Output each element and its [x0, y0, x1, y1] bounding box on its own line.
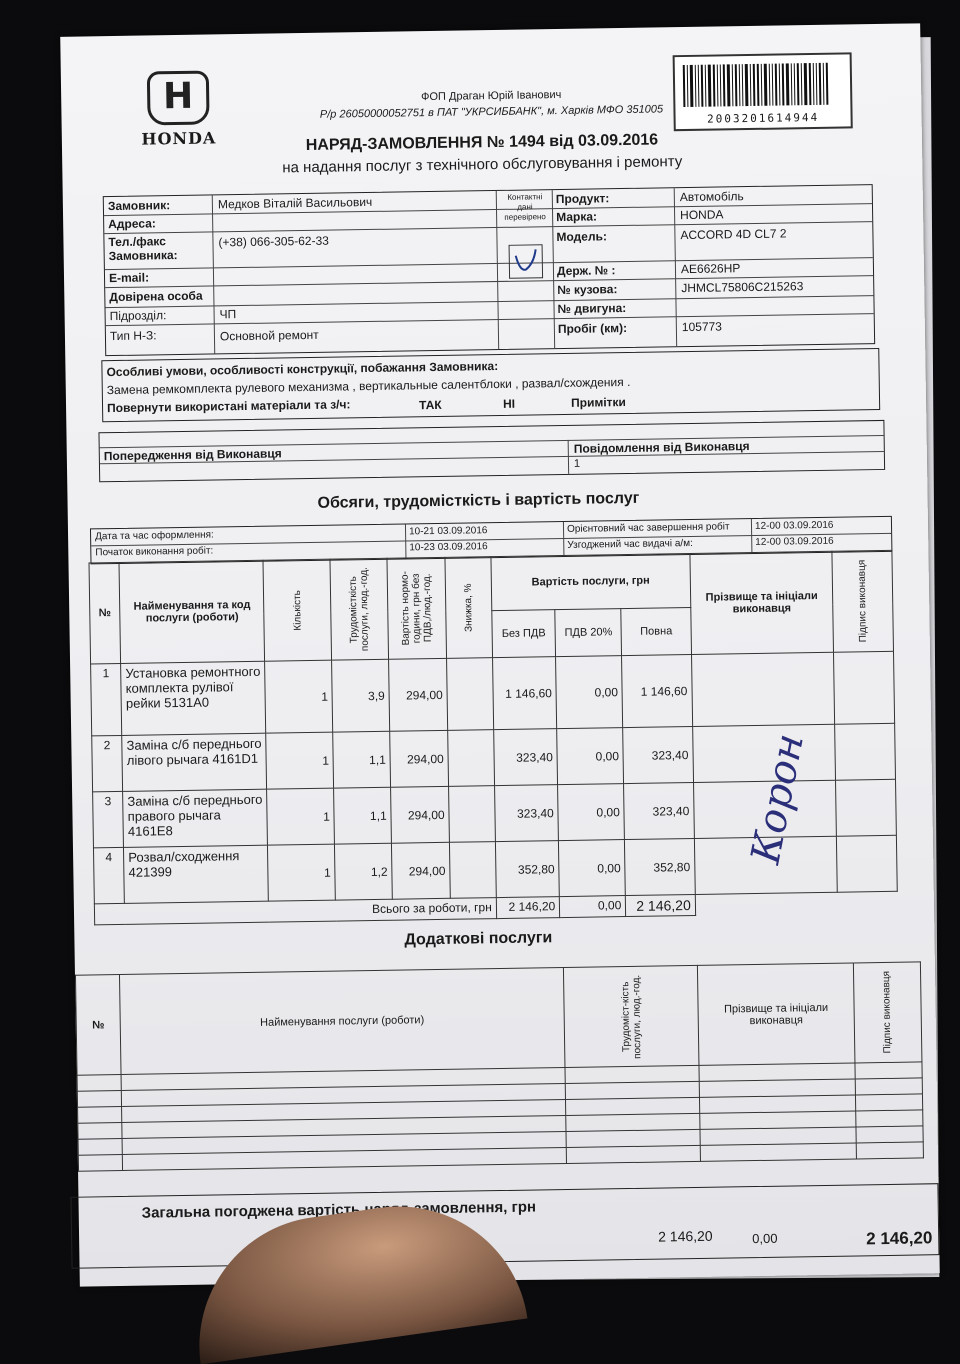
plate-label: Держ. № :	[556, 263, 616, 279]
make-label: Марка:	[556, 209, 598, 225]
cell-name: Розвал/сходження 421399	[124, 845, 269, 903]
add-col-executor: Прізвище та ініціали виконавця	[698, 963, 855, 1065]
cell-qty: 1	[268, 844, 336, 901]
grand-total-block	[70, 1183, 939, 1269]
col-qty: Кількість	[291, 589, 304, 631]
org-bank: Р/р 26050000052751 в ПАТ "УКРСИББАНК", м. Харків МФО 351005	[319, 103, 664, 121]
product-label: Продукт:	[555, 191, 610, 207]
barcode-bar	[732, 64, 734, 106]
cell-empty	[855, 1094, 923, 1111]
division-label: Підрозділ:	[109, 308, 167, 324]
barcode-bar	[723, 64, 726, 106]
cell-vat: 0,00	[559, 840, 626, 897]
cell-no-vat: 352,80	[495, 841, 559, 898]
cell-empty	[78, 1106, 122, 1123]
conditions-heading: Особливі умови, особливості конструкції, побажання Замовника:	[106, 358, 499, 380]
barcode-bar	[745, 64, 749, 106]
col-no-vat: Без ПДВ	[492, 609, 556, 657]
add-col-num: №	[75, 975, 121, 1076]
customer-label: Замовник:	[107, 198, 171, 214]
executor-handwritten-signature: Корон	[742, 729, 814, 868]
cell-name: Заміна с/б переднього правого рычага 4161E8	[123, 789, 268, 847]
cell-no-vat: 1 146,60	[492, 657, 557, 730]
return-materials-label: Повернути використані матеріали та з/ч:	[106, 397, 351, 416]
barcode-bar	[794, 63, 796, 105]
division-value: ЧП	[219, 307, 237, 322]
col-discount: Знижка, %	[462, 583, 475, 632]
barcode-bar	[826, 63, 829, 105]
agreed-value: 12-00 03.09.2016	[755, 535, 834, 548]
cell-full: 352,80	[625, 838, 695, 895]
engine-label: № двигуна:	[557, 300, 627, 317]
cell-empty	[77, 1075, 121, 1092]
cell-empty	[448, 730, 495, 787]
cell-empty	[855, 1126, 923, 1143]
agreed-label: Узгоджений час видачі а/м:	[567, 537, 693, 551]
barcode-bar	[713, 65, 716, 107]
cell-n: 4	[93, 847, 124, 903]
barcode	[673, 52, 853, 131]
cell-empty	[566, 1145, 701, 1163]
barcode-bar	[687, 65, 689, 107]
cell-empty	[856, 1142, 924, 1159]
col-rate: Вартість нормо-години, грн без ПДВ,/люд.-год.	[399, 571, 434, 646]
barcode-bar	[750, 64, 752, 106]
cell-full: 1 146,60	[622, 654, 693, 727]
phone-label: Тел./факс Замовника:	[108, 234, 178, 264]
grand-total-no-vat: 2 146,20	[658, 1227, 713, 1245]
cell-labor: 1,1	[333, 731, 391, 788]
grand-total-full: 2 146,20	[866, 1228, 933, 1249]
start-label: Початок виконання робіт:	[95, 545, 214, 559]
additional-rows	[77, 1062, 923, 1171]
contacts-verified-label: Контактні дані перевірено	[504, 192, 546, 222]
cell-rate: 294,00	[392, 842, 451, 899]
barcode-bar	[804, 63, 808, 105]
vin-label: № кузова:	[557, 282, 618, 298]
barcode-bar	[742, 64, 744, 106]
cell-vat: 0,00	[558, 784, 625, 841]
add-col-labor: Трудоміст-кість послуги, люд.-год.	[619, 974, 643, 1059]
eta-label: Орієнтовний час завершення робіт	[566, 521, 730, 535]
brand-wordmark: HONDA	[141, 128, 217, 149]
barcode-bar	[782, 63, 785, 105]
barcode-bar	[690, 65, 694, 107]
cell-qty: 1	[266, 732, 334, 789]
barcode-bar	[708, 65, 712, 107]
add-col-name: Найменування послуги (роботи)	[120, 968, 565, 1075]
created-label: Дата та час оформлення:	[95, 529, 214, 543]
cell-empty	[691, 652, 835, 726]
barcode-bar	[764, 64, 768, 106]
work-order-document	[60, 23, 940, 1286]
barcode-bar	[801, 63, 803, 105]
cell-rate: 294,00	[389, 658, 448, 731]
col-num: №	[89, 562, 121, 663]
barcode-bar	[695, 65, 697, 107]
barcode-bar	[823, 63, 825, 105]
cell-empty	[855, 1110, 923, 1127]
barcode-bar	[791, 63, 793, 105]
model-label: Модель:	[556, 229, 608, 245]
start-value: 10-23 03.09.2016	[409, 541, 488, 554]
email-label: E-mail:	[108, 270, 150, 286]
cell-empty	[837, 835, 898, 892]
order-type-label: Тип Н-З:	[109, 328, 157, 344]
created-value: 10-21 03.09.2016	[408, 525, 488, 538]
notes-label: Примітки	[570, 394, 626, 410]
cell-empty	[855, 1078, 923, 1095]
order-type-value: Основной ремонт	[219, 327, 319, 344]
special-conditions-block	[101, 348, 880, 422]
cell-rate: 294,00	[391, 786, 450, 843]
grand-total-label: Загальна погоджена вартість наряд-замовлення, грн	[141, 1198, 537, 1222]
col-cost-group: Вартість послуги, грн	[491, 554, 691, 611]
cell-labor: 3,9	[332, 659, 390, 732]
table-row	[91, 651, 895, 736]
barcode-bar	[761, 64, 763, 106]
make-value: HONDA	[680, 207, 724, 223]
cell-n: 3	[93, 791, 124, 847]
barcode-bar	[775, 64, 778, 106]
barcode-bar	[819, 63, 822, 105]
services-section-title: Обсяги, трудомісткість і вартість послуг	[317, 489, 640, 512]
barcode-bar	[698, 65, 700, 107]
col-signature: Підпис виконавця	[856, 559, 870, 643]
col-full: Повна	[621, 607, 691, 656]
cell-qty: 1	[265, 660, 333, 733]
services-total-vat: 0,00	[560, 896, 626, 918]
cell-n: 1	[91, 663, 122, 735]
barcode-bar	[757, 64, 760, 106]
barcode-bar	[772, 64, 774, 106]
cell-empty	[834, 651, 895, 724]
organization-info	[291, 85, 691, 123]
cell-empty	[78, 1138, 122, 1155]
checkmark-icon	[510, 245, 542, 277]
honda-logo	[133, 70, 224, 148]
phone-value: (+38) 066-305-62-33	[218, 233, 330, 250]
barcode-bar	[701, 65, 704, 107]
cell-empty	[450, 842, 497, 899]
cell-empty	[701, 1143, 856, 1161]
customer-value: Медков Віталій Васильович	[217, 194, 373, 212]
services-total-no-vat: 2 146,20	[496, 897, 560, 919]
address-label: Адреса:	[108, 216, 156, 232]
conditions-text: Замена ремкомплекта рулевого механизма , вертикальные салентблоки , развал/схождения .	[106, 374, 631, 398]
contractor-message-value: 1	[573, 457, 581, 470]
org-name: ФОП Драган Юрій Іванович	[420, 88, 562, 104]
cell-qty: 1	[267, 788, 335, 845]
barcode-bar	[720, 64, 722, 106]
barcode-bar	[727, 64, 731, 106]
cell-empty	[449, 786, 496, 843]
barcode-bar	[769, 64, 771, 106]
trusted-person-label: Довірена особа	[109, 288, 203, 305]
cell-empty	[836, 779, 897, 836]
cell-name: Заміна с/б переднього лівого рычага 4161D1	[122, 733, 267, 791]
barcode-bar	[809, 63, 812, 105]
warnings-block	[98, 420, 885, 482]
contractor-message-label: Повідомлення від Виконавця	[573, 439, 750, 456]
cell-rate: 294,00	[390, 730, 449, 787]
additional-services-table	[75, 961, 924, 1171]
eta-value: 12-00 03.09.2016	[754, 519, 834, 532]
return-yes: ТАК	[418, 397, 442, 413]
order-title: НАРЯД-ЗАМОВЛЕННЯ № 1494 від 03.09.2016	[305, 131, 659, 154]
honda-h-icon	[147, 71, 210, 126]
services-total-full: 2 146,20	[626, 894, 696, 916]
services-total-label: Всього за роботи, грн	[94, 898, 496, 925]
additional-section-title: Додаткові послуги	[404, 929, 553, 949]
barcode-bar	[813, 63, 815, 105]
vin-value: JHMCL75806C215263	[681, 279, 804, 296]
mileage-value: 105773	[681, 319, 723, 335]
cell-empty	[77, 1091, 121, 1108]
cell-name: Установка ремонтного комплекта рулівої рейки 5131A0	[121, 661, 266, 735]
barcode-bar	[779, 64, 781, 106]
col-name: Найменування та код послуги (роботи)	[119, 560, 265, 663]
barcode-bar	[739, 64, 741, 106]
barcode-bar	[705, 65, 707, 107]
col-vat: ПДВ 20%	[555, 608, 622, 656]
cell-empty	[78, 1154, 122, 1171]
cell-full: 323,40	[623, 726, 693, 783]
barcode-bar	[797, 63, 800, 105]
barcode-bar	[816, 63, 818, 105]
barcode-bar	[735, 64, 738, 106]
contractor-warning-label: Попередження від Виконавця	[103, 446, 282, 464]
plate-value: AE6626HP	[680, 261, 741, 277]
model-value: ACCORD 4D CL7 2	[680, 226, 787, 243]
barcode-bar	[786, 63, 790, 105]
barcode-bar	[753, 64, 756, 106]
return-no: НІ	[502, 396, 516, 411]
barcode-number: 2003201614944	[706, 110, 820, 126]
contacts-verified-checkbox	[509, 244, 544, 279]
barcode-bars	[683, 63, 843, 107]
cell-empty	[835, 723, 896, 780]
cell-vat: 0,00	[556, 656, 623, 729]
cell-labor: 1,2	[335, 843, 393, 900]
grand-total-vat: 0,00	[752, 1230, 778, 1247]
document-title	[222, 130, 743, 177]
order-subtitle: на надання послуг з технічного обслуговування і ремонту	[282, 153, 683, 177]
customer-vehicle-block	[103, 184, 875, 356]
cell-empty	[854, 1062, 922, 1079]
product-value: Автомобіль	[679, 189, 744, 205]
barcode-bar	[683, 65, 686, 107]
mileage-label: Пробіг (км):	[557, 320, 628, 337]
cell-labor: 1,1	[334, 787, 392, 844]
cell-no-vat: 323,40	[493, 729, 557, 786]
cell-n: 2	[92, 735, 123, 791]
cell-empty	[447, 658, 494, 731]
col-labor: Трудомісткість послуги, люд.-год.	[348, 567, 372, 652]
barcode-bar	[717, 65, 719, 107]
cell-empty	[78, 1122, 122, 1139]
cell-no-vat: 323,40	[494, 785, 558, 842]
cell-vat: 0,00	[557, 728, 624, 785]
add-col-signature: Підпис виконавця	[881, 971, 894, 1054]
col-executor: Прізвище та ініціали виконавця	[690, 551, 834, 654]
cell-full: 323,40	[624, 782, 694, 839]
